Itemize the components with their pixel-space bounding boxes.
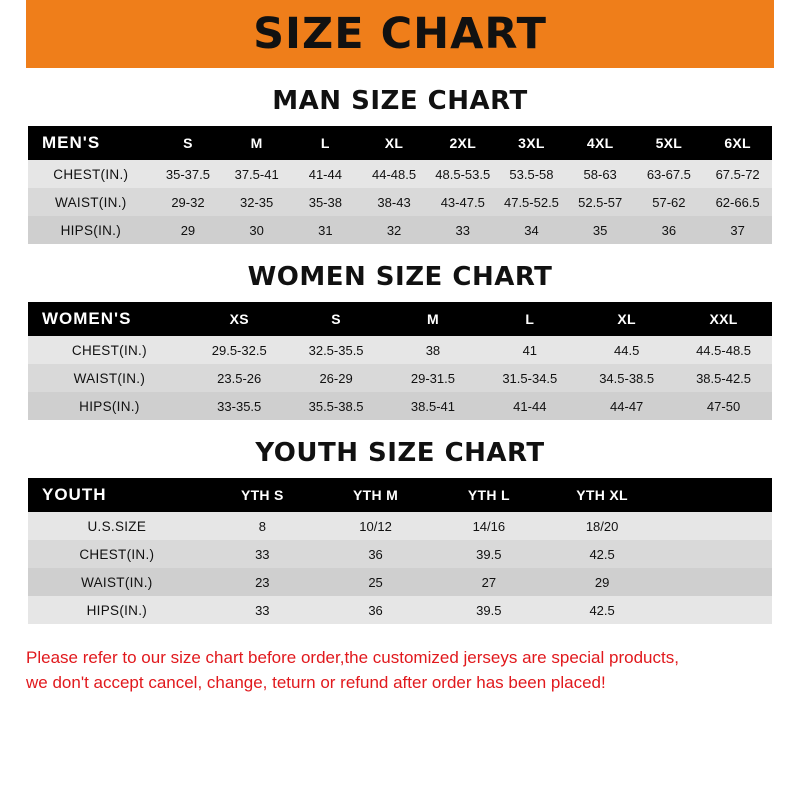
women-waist-xs: 23.5-26 [217, 370, 262, 386]
women-hips-m: 38.5-41 [410, 398, 455, 414]
youth-row-label-chest: CHEST(IN.) [79, 546, 155, 562]
youth-chest-m: 36 [368, 546, 383, 562]
men-header-5xl: 5XL [655, 135, 683, 151]
men-waist-xl: 38-43 [377, 194, 411, 210]
youth-row-label-hips: HIPS(IN.) [86, 602, 148, 618]
table-header-row [28, 126, 772, 160]
youth-header-yth-l: YTH L [467, 487, 510, 503]
table-row [28, 540, 772, 568]
youth-header-blank [659, 478, 772, 512]
men-header-xl: XL [384, 135, 404, 151]
men-row-label-chest: CHEST(IN.) [53, 166, 129, 182]
men-hips-4xl: 35 [592, 222, 608, 238]
youth-hips-xl: 42.5 [589, 602, 615, 618]
content-area [0, 86, 800, 624]
women-header-m: M [426, 311, 439, 327]
youth-ussize-s: 8 [258, 518, 266, 534]
youth-hips-l: 39.5 [476, 602, 502, 618]
youth-section-title: YOUTH SIZE CHART [255, 438, 545, 468]
men-waist-3xl: 47.5-52.5 [503, 194, 559, 210]
women-waist-s: 26-29 [319, 370, 353, 386]
men-hips-2xl: 33 [455, 222, 470, 238]
men-chest-2xl: 48.5-53.5 [435, 166, 491, 182]
youth-row-label-waist: WAIST(IN.) [81, 574, 153, 590]
men-header-m: M [250, 135, 263, 151]
table-row [28, 596, 772, 624]
youth-header-yth-xl: YTH XL [576, 487, 628, 503]
youth-size-table [28, 478, 772, 624]
footer-line-1: Please refer to our size chart before order,the customized jerseys are special products, [26, 648, 679, 667]
table-row [28, 512, 772, 540]
youth-chest-l: 39.5 [476, 546, 502, 562]
page-title: SIZE CHART [253, 8, 547, 59]
men-hips-s: 29 [180, 222, 196, 238]
men-hips-m: 30 [249, 222, 264, 238]
men-waist-6xl: 62-66.5 [715, 194, 760, 210]
men-hips-6xl: 37 [730, 222, 745, 238]
men-waist-5xl: 57-62 [652, 194, 686, 210]
men-header-6xl: 6XL [724, 135, 751, 151]
women-table-head [28, 302, 772, 336]
women-size-table [28, 302, 772, 420]
youth-hips-blank [659, 596, 772, 624]
women-chest-xxl: 44.5-48.5 [696, 342, 752, 358]
youth-header-yth-m: YTH M [353, 487, 399, 503]
men-chest-4xl: 58-63 [583, 166, 617, 182]
table-row [28, 364, 772, 392]
women-hips-l: 41-44 [513, 398, 547, 414]
men-table-body [28, 160, 772, 244]
table-row [28, 188, 772, 216]
men-chest-m: 37.5-41 [234, 166, 279, 182]
table-row [28, 336, 772, 364]
women-row-label-waist: WAIST(IN.) [73, 370, 146, 386]
youth-chest-xl: 42.5 [589, 546, 615, 562]
table-row [28, 216, 772, 244]
men-waist-4xl: 52.5-57 [578, 194, 623, 210]
women-row-label-chest: CHEST(IN.) [71, 342, 147, 358]
women-hips-xl: 44-47 [610, 398, 644, 414]
women-header-s: S [331, 311, 341, 327]
men-waist-m: 32-35 [240, 194, 274, 210]
youth-ussize-l: 14/16 [472, 518, 506, 534]
women-header-label: WOMEN'S [42, 309, 132, 328]
men-waist-2xl: 43-47.5 [440, 194, 485, 210]
women-waist-xl: 34.5-38.5 [599, 370, 655, 386]
women-chest-s: 32.5-35.5 [308, 342, 364, 358]
youth-table-head [28, 478, 772, 512]
men-header-4xl: 4XL [586, 135, 614, 151]
youth-row-label-ussize: U.S.SIZE [87, 518, 147, 534]
footer-line-2: we don't accept cancel, change, teturn or refund after order has been placed! [26, 672, 606, 692]
table-row [28, 392, 772, 420]
youth-header-label: YOUTH [42, 485, 107, 504]
women-chest-xl: 44.5 [614, 342, 640, 358]
men-header-2xl: 2XL [449, 135, 477, 151]
men-hips-3xl: 34 [524, 222, 539, 238]
women-waist-m: 29-31.5 [410, 370, 455, 386]
women-header-l: L [525, 311, 535, 327]
header-right-spacer [774, 0, 800, 68]
youth-table-body [28, 512, 772, 624]
men-size-table [28, 126, 772, 244]
youth-waist-xl: 29 [594, 574, 610, 590]
youth-waist-s: 23 [255, 574, 270, 590]
men-row-label-hips: HIPS(IN.) [60, 222, 122, 238]
men-table-head [28, 126, 772, 160]
men-row-label-waist: WAIST(IN.) [55, 194, 127, 210]
men-header-3xl: 3XL [518, 135, 545, 151]
header-left-spacer [0, 0, 26, 68]
youth-chest-blank [659, 540, 772, 568]
men-chest-5xl: 63-67.5 [646, 166, 691, 182]
women-chest-xs: 29.5-32.5 [211, 342, 267, 358]
women-header-xxl: XXL [709, 311, 738, 327]
men-chest-l: 41-44 [308, 166, 342, 182]
men-waist-s: 29-32 [171, 194, 205, 210]
women-header-xs: XS [229, 311, 249, 327]
table-row [28, 568, 772, 596]
women-waist-l: 31.5-34.5 [502, 370, 558, 386]
women-chest-l: 41 [522, 342, 538, 358]
men-header-label: MEN'S [42, 133, 101, 152]
youth-ussize-m: 10/12 [359, 518, 392, 534]
women-waist-xxl: 38.5-42.5 [696, 370, 752, 386]
men-chest-s: 35-37.5 [165, 166, 210, 182]
header-band [0, 0, 800, 68]
youth-waist-m: 25 [368, 574, 383, 590]
youth-waist-blank [659, 568, 772, 596]
table-row [28, 160, 772, 188]
footer-note [0, 646, 800, 695]
youth-ussize-blank [659, 512, 772, 540]
youth-hips-s: 33 [255, 602, 270, 618]
men-section-title: MAN SIZE CHART [272, 86, 528, 116]
men-hips-l: 31 [318, 222, 333, 238]
youth-chest-s: 33 [255, 546, 270, 562]
men-chest-6xl: 67.5-72 [715, 166, 760, 182]
men-chest-3xl: 53.5-58 [509, 166, 554, 182]
youth-waist-l: 27 [481, 574, 497, 590]
women-table-body [28, 336, 772, 420]
table-header-row [28, 478, 772, 512]
men-header-s: S [183, 135, 193, 151]
women-row-label-hips: HIPS(IN.) [79, 398, 140, 414]
youth-hips-m: 36 [368, 602, 383, 618]
table-header-row [28, 302, 772, 336]
men-chest-xl: 44-48.5 [372, 166, 417, 182]
women-hips-s: 35.5-38.5 [308, 398, 364, 414]
women-hips-xxl: 47-50 [706, 398, 741, 414]
men-waist-l: 35-38 [308, 194, 342, 210]
women-hips-xs: 33-35.5 [217, 398, 262, 414]
youth-header-yth-s: YTH S [240, 487, 284, 503]
men-header-l: L [320, 135, 330, 151]
men-hips-xl: 32 [386, 222, 402, 238]
men-hips-5xl: 36 [661, 222, 677, 238]
women-section-title: WOMEN SIZE CHART [247, 262, 553, 292]
youth-ussize-xl: 18/20 [585, 518, 619, 534]
women-header-xl: XL [617, 311, 636, 327]
women-chest-m: 38 [425, 342, 441, 358]
